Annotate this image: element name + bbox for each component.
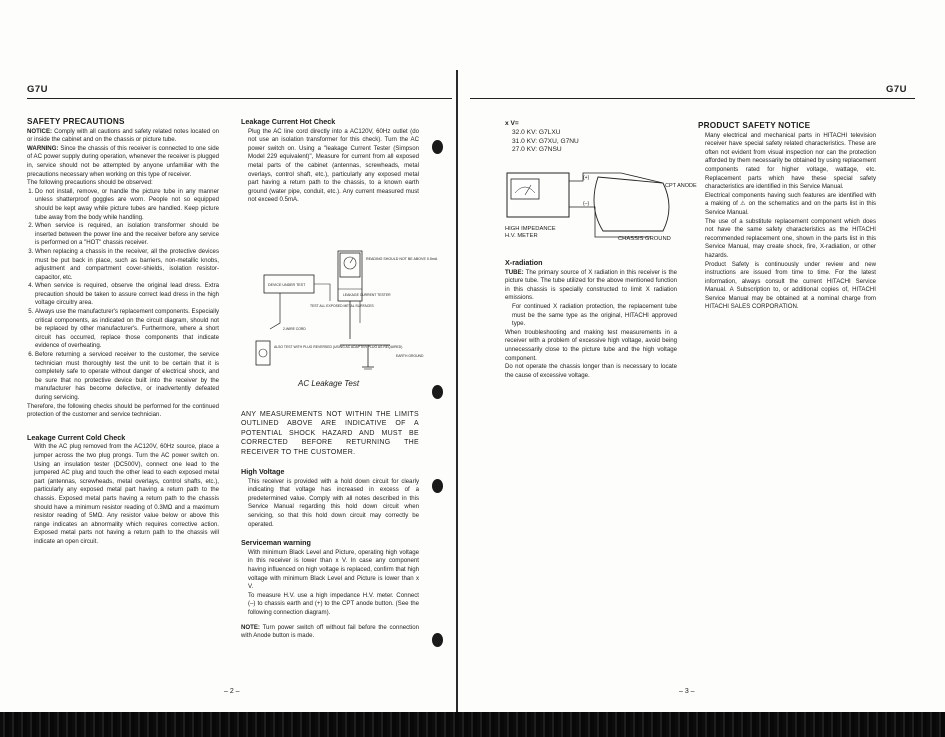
notice-paragraph [27, 128, 219, 145]
do-not-operate-text: Do not operate the chassis longer than is necessary to locate the cause of excessive voltage. [505, 363, 677, 379]
hot-check-text: Plug the AC line cord directly into a AC120V, 60Hz outlet (do not use an isolation transformer for this check). Turn the AC power switch on. Using a "leakage Current Tester (Simpson Model 229 equivalent)", Measure for current from all exposed metal parts of the cabinet (antennas, screwheads, metal overlays, control shaft, etc.), particularly any exposed metal part having a return path to the chassis, to a known earth ground (water pipe, conduit, etc.). Any current measured must not exceed 0.5mA. [248, 127, 419, 204]
ac-leakage-diagram [250, 245, 438, 375]
kv-block [505, 120, 645, 155]
device-label: DEVICE UNDER TEST [268, 283, 306, 287]
hot-check-column [241, 118, 419, 205]
also-test-label: ALSO TEST WITH PLUG REVERSED (USING AC ADAPTER PLUG AS REQUIRED) [274, 345, 403, 349]
product-safety-title: PRODUCT SAFETY NOTICE [698, 121, 811, 130]
xv-label: x V= [505, 120, 519, 127]
minus-label: (–) [583, 201, 590, 207]
test-all-label: TEST ALL EXPOSED METAL SURFACES [310, 304, 374, 308]
serviceman-warning-text: With minimum Black Level and Picture, operating high voltage in this receiver is lower than x V. In case any component having influenced on high voltage is replaced, confirm that high voltage with minimum Black Level and Picture is lower than x V. [248, 548, 419, 591]
precaution-item: 2. When service is required, an isolation transformer should be inserted between the power line and the receiver before any service is performed on a "HOT" chassis receiver. [35, 222, 219, 248]
model-header-left: G7U [27, 84, 49, 95]
cord-label: 2-WIRE CORD [283, 327, 306, 331]
product-safety-p4: Product Safety is continuously under review and new instructions are issued from time to time. For the latest information, always consult the current HITACHI Service Manual. A Subscription to, or additional copies of, HITACHI Service Manual may be obtained at a nominal charge from HITACHI SALES CORPORATION. [705, 260, 876, 311]
high-voltage-title: High Voltage [241, 467, 285, 476]
precaution-item: 1. Do not install, remove, or handle the picture tube in any manner unless shatterproof goggles are worn. People not so equipped should be kept away while picture tubes are handled. Keep picture tube away from the body while handling. [35, 188, 219, 222]
therefore-text: Therefore, the following checks should be performed for the continued protection of the customer and service technician. [27, 402, 219, 419]
precaution-item: 4. When service is required, observe the original lead dress. Extra precaution should be taken to assure correct lead dress in the high voltage circuitry area. [35, 282, 219, 308]
notice-label: NOTICE: [27, 127, 53, 135]
kv-line: 31.0 KV: G7XU, G7NU [512, 137, 579, 145]
tester-label: LEAKAGE CURRENT TESTER [343, 293, 391, 297]
earth-label: EARTH GROUND [396, 354, 424, 358]
kv-line: 27.0 KV: G7NSU [512, 146, 562, 154]
reading-label: READING SHOULD NOT BE ABOVE 0.5mA [366, 257, 438, 261]
warning-text: Since the chassis of this receiver is connected to one side of AC power supply during operation, whenever the receiver is plugged in, service should not be attempted by anyone unfamiliar with the precautions necessary when working on this type of receiver. [27, 144, 219, 178]
tube-label: TUBE: [505, 268, 524, 276]
binding-hole-4 [432, 633, 443, 647]
anode-label: CPT ANODE [665, 183, 697, 189]
warning-label: WARNING: [27, 144, 59, 152]
warning-caps-block: ANY MEASUREMENTS NOT WITHIN THE LIMITS OUTLINED ABOVE ARE INDICATIVE OF A POTENTIAL SHOCK HAZARD AND MUST BE CORRECTED BEFORE RETURNING THE RECEIVER TO THE CUSTOMER. [241, 411, 419, 456]
cold-check-text: With the AC plug removed from the AC120V, 60Hz source, place a jumper across the two plug prongs. Turn the AC power switch on. Using an insulation tester (DC500V), connect one lead to the jumpered AC plug and touch the other lead to each exposed metal part (antennas, screwheads, metal overlays, control shafts, etc.), particularly any exposed metal part having a return path to the chassis. Exposed metal parts having a return path to the chassis should have a minimum resistor reading of 0.3MΩ and a maximum resistor reading of 5MΩ. Any resistor value below or above this range indicates an abnormality which requires corrective action. Exposed metal parts not having a return path to the chassis will indicate an open circuit. [34, 443, 219, 545]
warning-paragraph [27, 145, 219, 179]
tube-text: The primary source of X radiation in this receiver is the picture tube. The tube utilized for the above mentioned function in this chassis is specially constructed to limit X radiation emissions. [505, 268, 678, 302]
binding-hole-1 [432, 140, 443, 154]
binding-hole-3 [432, 479, 443, 493]
note-paragraph [241, 624, 419, 641]
binding-hole-2 [432, 385, 443, 399]
plus-label: (+) [583, 175, 590, 181]
safety-title: SAFETY PRECAUTIONS [27, 117, 125, 126]
page-number-3: – 3 – [679, 688, 695, 695]
header-rule-left [27, 98, 452, 99]
tube-paragraph [505, 269, 677, 303]
kv-line: 32.0 KV: G7LXU [512, 128, 561, 136]
high-voltage-text: This receiver is provided with a hold down circuit for clearly indicating that voltage has increased in excess of a predetermined value. Comply with all notes described in this Service Manual regarding this hold down circuit when servicing, so that this hold down circuit may correctly be operated. [248, 477, 419, 528]
product-safety-column [698, 122, 876, 312]
continued-protection-text: For continued X radiation protection, the replacement tube must be the same type as the original, HITACHI approved type. [512, 302, 677, 328]
cold-check-title: Leakage Current Cold Check [27, 432, 126, 442]
page-fold [456, 70, 458, 737]
page-number-2: – 2 – [224, 688, 240, 695]
meter-label [505, 226, 556, 240]
notice-text: Comply with all cautions and safety related notes located on or inside the cabinet and on the chassis or picture tube. [27, 127, 219, 144]
product-safety-p2: Electrical components having such features are identified with a making of ⚠ on the schematics and on the parts list in this Service Manual. [705, 191, 876, 216]
precaution-item: 3. When replacing a chassis in the receiver, all the protective devices must be put back in place, such as barriers, non-metallic knobs, adjustment and compartment cover-shields, isolation resistor-capacitor, etc. [35, 248, 219, 282]
header-rule-right [470, 98, 915, 99]
scan-edge [0, 712, 945, 737]
precaution-item: 5. Always use the manufacturer's replacement components. Especially critical components, as indicated on the circuit diagram, should not be replaced by other manufacturer's. Furthermore, where a short circuit has occurred, replace those components that indicate evidence of overheating. [35, 308, 219, 351]
product-safety-p1: Many electrical and mechanical parts in HITACHI television receiver have special safety related characteristics. These are often not evident from visual inspection nor can the protection afforded by them necessarily be obtained by using replacement components rated for higher voltage, wattage, etc. Replacement parts which have these special safety characteristics are identified in this Service Manual. [705, 131, 876, 191]
product-safety-p3: The use of a substitute replacement component which does not have the same safety characteristics as the HITACHI recommended replacement one, shown in the parts list in this Service Manual, may create shock, fire, X-radiation, or other hazards. [705, 217, 876, 259]
model-header-right: G7U [886, 84, 908, 95]
following-text: The following precautions should be observed: [27, 179, 153, 187]
troubleshooting-text: When troubleshooting and making test measurements in a receiver with a problem of excessive high voltage, avoid being unnecessarily close to the picture tube and the high voltage component. [505, 328, 677, 362]
meter-label-line-1: HIGH IMPEDANCE [505, 226, 556, 232]
precaution-item: 6. Before returning a serviced receiver to the customer, the service technician must thoroughly test the unit to be certain that it is completely safe to operate without danger of electrical shock, and be sure that no protective device built into the receiver by the manufacturer has become defective, or inadvertently defeated during servicing. [35, 351, 219, 403]
precaution-list [27, 188, 219, 403]
hot-check-title: Leakage Current Hot Check [241, 117, 336, 126]
x-radiation-section [505, 259, 677, 380]
serviceman-warning-title: Serviceman warning [241, 538, 311, 548]
x-radiation-title: X-radiation [505, 258, 543, 267]
meter-label-line-2: H.V. METER [505, 233, 538, 239]
note-text: Turn power switch off without fail before the connection with Anode button is made. [241, 623, 419, 640]
safety-column [27, 118, 219, 547]
serviceman-warning-text-2: To measure H.V. use a high impedance H.V. meter. Connect (–) to chassis earth and (+) to the CPT anode button. (See the following connection diagram). [248, 591, 419, 616]
note-label: NOTE: [241, 623, 260, 631]
figure-caption: AC Leakage Test [298, 379, 360, 388]
high-voltage-section [241, 468, 419, 641]
chassis-ground-label: CHASSIS GROUND [618, 236, 671, 242]
